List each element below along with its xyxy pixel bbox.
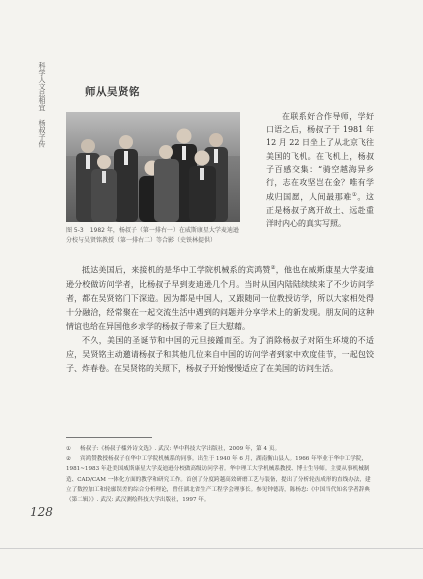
group-portrait-illustration [66, 112, 240, 222]
running-head-chapter: 杨叔子传 [38, 119, 46, 148]
para1-text-a: 抵达美国后，来接机的是华中工学院机械系的宾鸿赞 [82, 265, 271, 275]
footnote-divider [66, 437, 152, 438]
footnote-2-text: 宾鸿赞教授杨叔子在华中工学院机械系的同事。出生于 1940 年 6 月，湖南衡山县人。1966 年毕业于华中工学院，1981~1983 年赴美国威斯康星大学麦迪逊分校做高级访问学者。华中理工大学机械系教授、博士生导师。主要从事机械制造、CAD/CAM 一体化方面的教学和研究工作。首创了分度跨越高效研磨工艺与装备，提出了分析轮齿成形的直线办法，建立了数控加工和轮廓误差的综合分析理论，曾任湖北省生产工程学会理事长。参见钟德涛，陈杨忠:《中国当代知名学者辞典（第二辑）》. 武汉: 武汉测绘科技大学出版社，1997 年。 [66, 456, 371, 504]
right-col-text-2: 。这正是杨叔子离开故土、远赴重洋时内心的真实写照。 [266, 192, 375, 229]
paragraph-holidays: 不久，美国的圣诞节和中国的元旦接踵而至。为了消除杨叔子对陌生环境的不适应，吴贤铭主动邀请杨叔子和其他几位来自中国的访问学者到家中欢度佳节，一起包饺子、炸春卷。在吴贤铭的关照下，杨叔子开始慢慢适应了在美国的访问生活。 [66, 336, 374, 374]
right-column-text [266, 110, 374, 230]
body-text [66, 261, 374, 376]
page-bottom-edge [0, 548, 423, 549]
right-col-text-1: 在联系好合作导师，学好口语之后，杨叔子于 1981 年 12 月 22 日坐上了从北京飞往美国的飞机。在飞机上，杨叔子百感交集：“骑空越海异乡行，志在攻坚岂在金？唯有学成归国愿，人间最那难 [266, 112, 374, 202]
footnotes [66, 444, 374, 505]
footnote-1-text: 杨叔子:《杨叔子槛外诗文选》. 武汉: 华中科技大学出版社，2009 年，第 4 页。 [80, 446, 281, 452]
running-head-book: 科学人文总相宜 [38, 62, 46, 111]
page-number: 128 [30, 505, 53, 519]
section-title: 师从吴贤铭 [85, 86, 140, 98]
para1-text-b: ，他也在威斯康星大学麦迪逊分校做访问学者，比杨叔子早到麦迪逊几个月。当时从国内陆陆续续来了不少访问学者，都在吴贤铭门下深造。因为都是中国人，又跟随同一位教授访学，所以大家相处得十分融洽，经常聚在一起交流生活中遇到的问题并分享学术上的新发现。朋友间的这种情谊也给在异国他乡求学的杨叔子带来了巨大慰藉。 [66, 265, 374, 332]
historical-photo [66, 112, 240, 222]
footnote-2-marker: ② [66, 456, 72, 463]
footnote-ref-2: ② [270, 265, 276, 271]
footnote-1-marker: ① [66, 446, 72, 452]
photo-caption: 图 5-3 1982 年，杨叔子（第一排右一）在威斯康星大学麦迪逊分校与吴贤铭教授（第一排右二）等合影（史铁林提供） [66, 227, 239, 244]
paragraph-arrival [66, 261, 374, 334]
right-column-paragraph [266, 110, 374, 230]
footnote-2 [66, 454, 374, 505]
footnote-1 [66, 444, 374, 454]
footnote-ref-1: ① [351, 192, 358, 199]
running-head [34, 62, 46, 147]
